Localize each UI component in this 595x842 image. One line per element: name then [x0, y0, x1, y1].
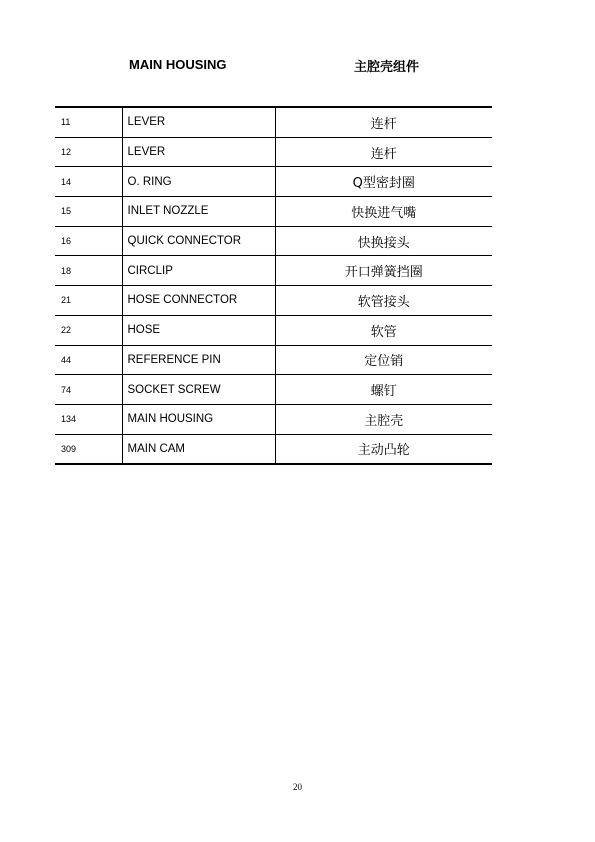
- part-number: 74: [55, 375, 122, 405]
- part-name-chinese: 螺钉: [275, 375, 492, 405]
- table-row: [55, 404, 492, 434]
- part-name-chinese: 软管: [275, 315, 492, 345]
- part-name-english: SOCKET SCREW: [122, 375, 275, 405]
- part-name-chinese: Q型密封圈: [275, 167, 492, 197]
- part-name-chinese: 快换接头: [275, 226, 492, 256]
- part-name-chinese: 连杆: [275, 107, 492, 137]
- part-name-chinese: 主腔壳: [275, 404, 492, 434]
- part-number: 44: [55, 345, 122, 375]
- part-name-english: MAIN CAM: [122, 434, 275, 464]
- table-row: [55, 137, 492, 167]
- part-name-chinese: 快换进气嘴: [275, 197, 492, 227]
- part-name-chinese: 定位销: [275, 345, 492, 375]
- part-name-chinese: 连杆: [275, 137, 492, 167]
- part-name-english: LEVER: [122, 107, 275, 137]
- table-row: [55, 375, 492, 405]
- table-row: [55, 256, 492, 286]
- table-row: [55, 286, 492, 316]
- parts-table: [55, 106, 492, 465]
- part-number: 12: [55, 137, 122, 167]
- table-row: [55, 107, 492, 137]
- part-number: 16: [55, 226, 122, 256]
- title-chinese: 主腔壳组件: [354, 60, 420, 75]
- table-row: [55, 167, 492, 197]
- part-name-english: QUICK CONNECTOR: [122, 226, 275, 256]
- parts-table-body: [55, 107, 492, 464]
- part-number: 15: [55, 197, 122, 227]
- part-number: 14: [55, 167, 122, 197]
- part-name-english: HOSE: [122, 315, 275, 345]
- part-number: 21: [55, 286, 122, 316]
- page-number: 20: [293, 782, 302, 792]
- table-row: [55, 345, 492, 375]
- part-number: 22: [55, 315, 122, 345]
- part-name-english: CIRCLIP: [122, 256, 275, 286]
- title-english: MAIN HOUSING: [129, 57, 227, 72]
- part-name-english: REFERENCE PIN: [122, 345, 275, 375]
- part-number: 18: [55, 256, 122, 286]
- table-row: [55, 197, 492, 227]
- part-number: 11: [55, 107, 122, 137]
- part-name-chinese: 开口弹簧挡圈: [275, 256, 492, 286]
- part-name-english: O. RING: [122, 167, 275, 197]
- table-row: [55, 226, 492, 256]
- part-name-chinese: 主动凸轮: [357, 443, 410, 459]
- part-name-chinese: 软管接头: [275, 286, 492, 316]
- table-row: [55, 315, 492, 345]
- part-number: 309: [55, 434, 122, 464]
- part-name-english: MAIN HOUSING: [122, 404, 275, 434]
- part-name-english: HOSE CONNECTOR: [122, 286, 275, 316]
- part-name-english: LEVER: [122, 137, 275, 167]
- table-row: [55, 434, 492, 464]
- part-number: 134: [55, 404, 122, 434]
- part-name-english: INLET NOZZLE: [122, 197, 275, 227]
